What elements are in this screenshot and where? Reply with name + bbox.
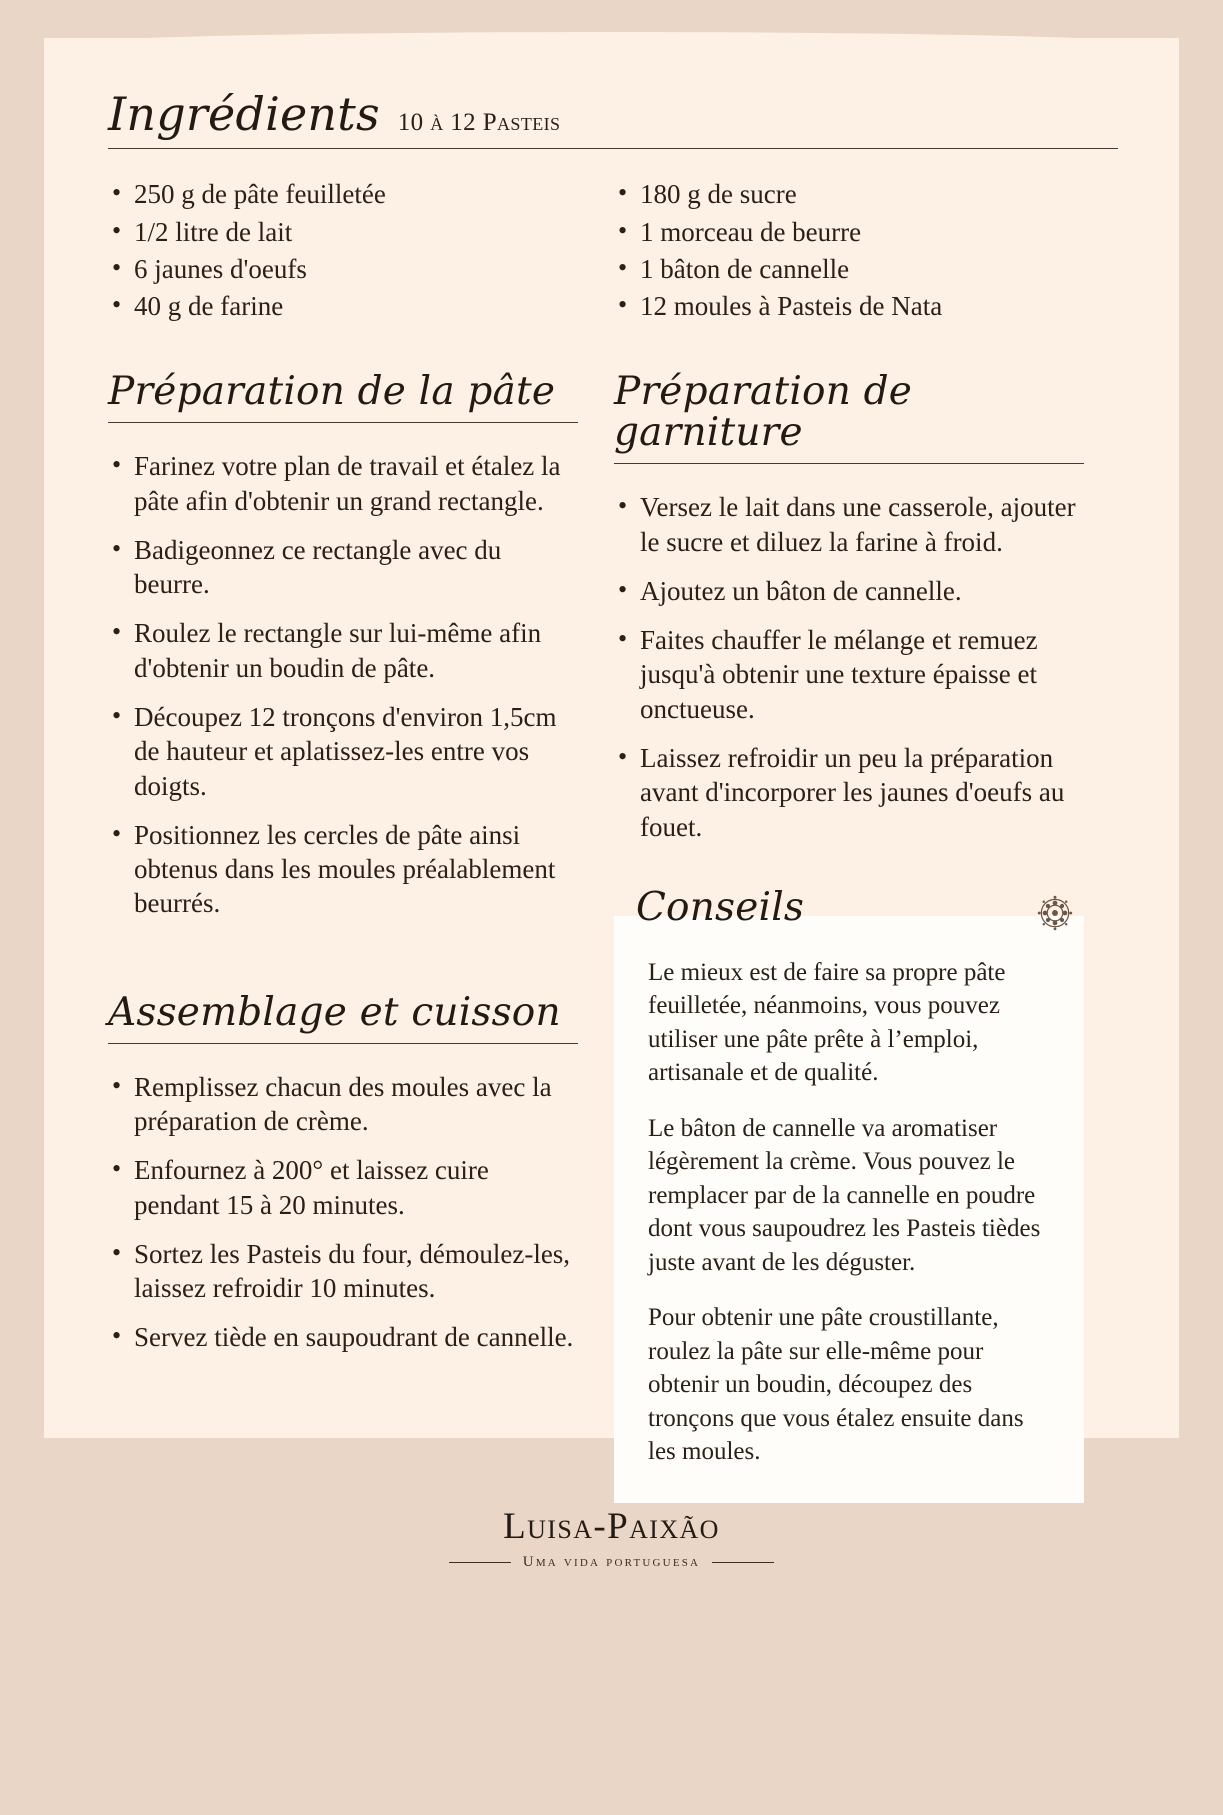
list-item: • 180 g de sucre [614,177,1084,211]
pate-step-list [108,449,578,920]
list-item: • 1 morceau de beurre [614,215,1084,249]
recipe-yield: 10 à 12 Pasteis [397,109,561,136]
conseils-paragraph: Le bâton de cannelle va aromatiser légèrement la crème. Vous pouvez le remplacer par de la cannelle en poudre dont vous saupoudrez les Pasteis tièdes juste avant de les déguster. [648,1114,1041,1276]
list-item: • Roulez le rectangle sur lui-même afin d'obtenir un boudin de pâte. [108,616,578,685]
pate-heading: Préparation de la pâte [108,369,556,415]
list-item: • 1 bâton de cannelle [614,252,1084,286]
list-item: • 6 jaunes d'oeufs [108,252,578,286]
list-item: • Positionnez les cercles de pâte ainsi obtenus dans les moules préalablement beurrés. [108,818,578,921]
list-item: • 40 g de farine [108,289,578,323]
method-columns [108,326,1118,1502]
conseils-section [614,884,1084,1503]
ingredients-left-column [108,177,578,326]
flower-rosette-icon [1036,894,1074,932]
assemblage-divider [108,1043,578,1044]
ingredients-columns [108,177,1118,326]
list-item: • 1/2 litre de lait [108,215,578,249]
list-item: • Laissez refroidir un peu la préparation avant d'incorporer les jaunes d'oeufs au fouet. [614,741,1084,844]
ingredients-right-column [614,177,1084,326]
list-item: • 250 g de pâte feuilletée [108,177,578,211]
assemblage-heading: Assemblage et cuisson [108,989,561,1035]
garniture-heading: Préparation de garniture [614,369,913,456]
pate-section [108,369,578,920]
list-item: • Sortez les Pasteis du four, démoulez-les, laissez refroidir 10 minutes. [108,1237,578,1306]
conseils-header [614,884,1084,932]
pate-divider [108,422,578,423]
ingredients-section [108,87,1118,326]
conseils-heading: Conseils [636,884,805,930]
list-item: • Versez le lait dans une casserole, ajouter le sucre et diluez la farine à froid. [614,490,1084,559]
ingredient-list-right [614,177,1084,323]
assemblage-step-list [108,1070,578,1355]
list-item: • Servez tiède en saupoudrant de cannelle. [108,1320,578,1354]
list-item: • Farinez votre plan de travail et étalez la pâte afin d'obtenir un grand rectangle. [108,449,578,518]
method-right-column [614,326,1084,1502]
brand-tagline: Uma vida portuguesa [522,1554,701,1570]
assemblage-section [108,989,578,1355]
conseils-paragraph: Le mieux est de faire sa propre pâte feuilletée, néanmoins, vous pouvez utiliser une pâte prête à l’emploi, artisanale et de qualité. [648,958,1006,1087]
method-left-column [108,326,578,1502]
garniture-section [614,369,1084,843]
list-item: • Ajoutez un bâton de cannelle. [614,574,1084,608]
garniture-divider [614,463,1084,464]
list-item: • Faites chauffer le mélange et remuez jusqu'à obtenir une texture épaisse et onctueuse. [614,623,1084,726]
list-item: • Badigeonnez ce rectangle avec du beurre. [108,533,578,602]
brand-tagline-row [0,1554,1223,1571]
brand-logo: Luisa-Paixão [503,1506,720,1547]
list-item: • Enfournez à 200° et laissez cuire pendant 15 à 20 minutes. [108,1153,578,1222]
list-item: • Remplissez chacun des moules avec la préparation de crème. [108,1070,578,1139]
ingredients-header [108,87,1118,141]
tagline-rule-left [449,1562,511,1563]
conseils-paragraph: Pour obtenir une pâte croustillante, roulez la pâte sur elle-même pour obtenir un boudin, découpez des tronçons que vous étalez ensuite dans les moules. [648,1304,1024,1466]
list-item: • 12 moules à Pasteis de Nata [614,289,1084,323]
conseils-panel [614,916,1084,1503]
tagline-rule-right [712,1562,774,1563]
ingredients-divider [108,148,1118,149]
page-title: Ingrédients [108,87,380,141]
list-item: • Découpez 12 tronçons d'environ 1,5cm de hauteur et aplatissez-les entre vos doigts. [108,700,578,803]
recipe-content [108,87,1118,1503]
garniture-step-list [614,490,1084,844]
footer [0,1508,1223,1571]
recipe-page [44,38,1179,1466]
ingredient-list-left [108,177,578,323]
